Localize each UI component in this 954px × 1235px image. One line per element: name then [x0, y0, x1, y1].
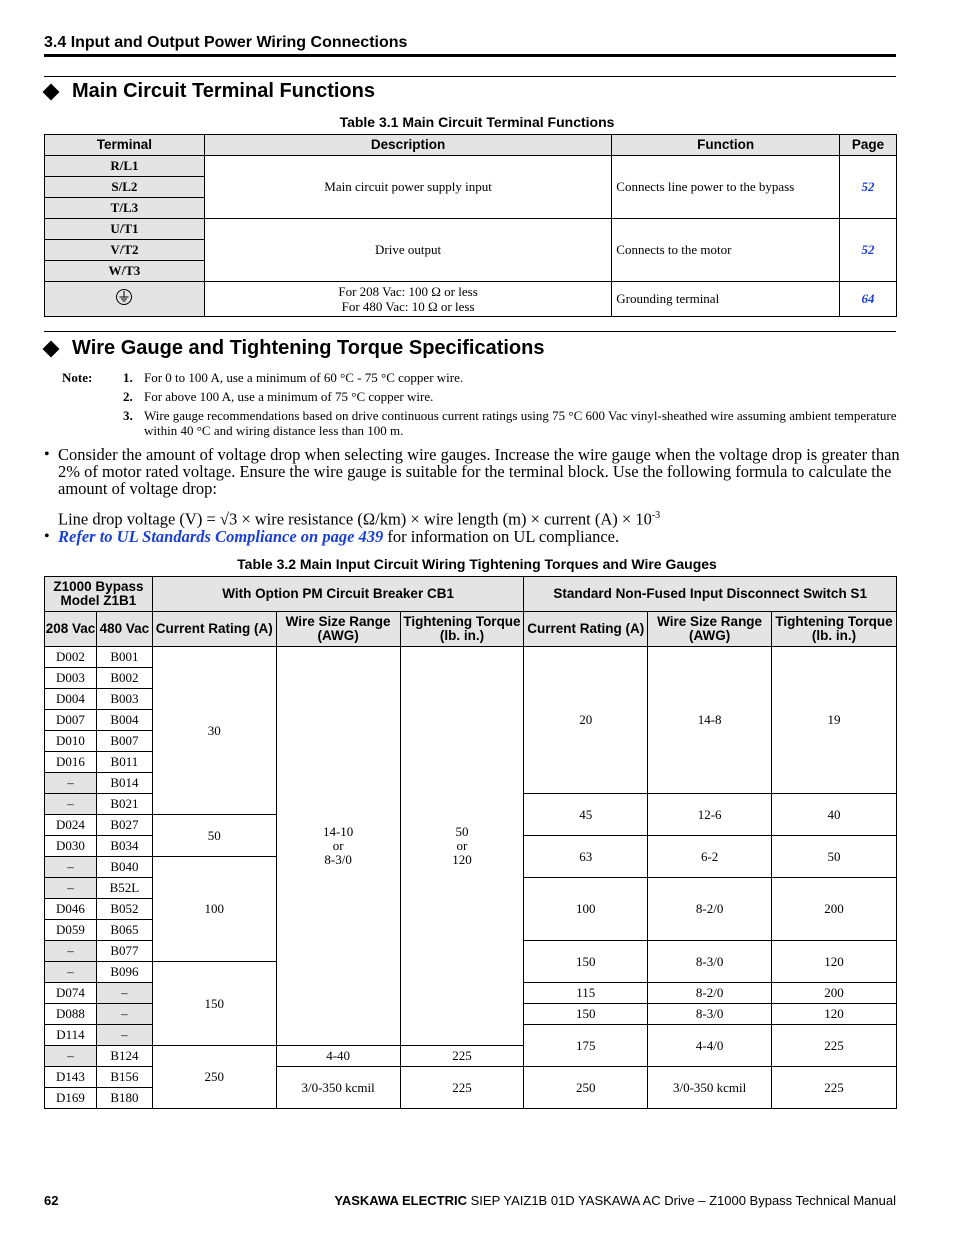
divider [44, 76, 896, 77]
model-480: B007 [96, 731, 152, 752]
pm-wire: 4-40 [276, 1046, 400, 1067]
s1-current: 20 [524, 647, 648, 794]
model-208: D007 [45, 710, 97, 731]
note-number: 1. [123, 370, 133, 385]
section-heading: Main Circuit Terminal Functions [72, 80, 375, 102]
section-heading: Wire Gauge and Tightening Torque Specifications [72, 337, 545, 359]
description-cell: Drive output [204, 219, 611, 282]
s1-torque: 120 [772, 941, 897, 983]
bullet: • [44, 528, 50, 545]
model-480: B52L [96, 878, 152, 899]
model-208: D059 [45, 920, 97, 941]
paragraph: Refer to UL Standards Compliance on page 439 for information on UL compliance. [58, 527, 620, 546]
terminal-cell: V/T2 [45, 240, 205, 261]
pm-wire: 14-10 or 8-3/0 [276, 647, 400, 1046]
s1-torque: 19 [772, 647, 897, 794]
s1-current: 45 [524, 794, 648, 836]
model-208: D030 [45, 836, 97, 857]
model-208: – [45, 794, 97, 815]
s1-wire: 8-2/0 [648, 878, 772, 941]
terminal-cell: U/T1 [45, 219, 205, 240]
s1-current: 150 [524, 941, 648, 983]
s1-torque: 40 [772, 794, 897, 836]
s1-current: 115 [524, 983, 648, 1004]
s1-wire: 3/0-350 kcmil [648, 1067, 772, 1109]
model-208: D074 [45, 983, 97, 1004]
model-480: B124 [96, 1046, 152, 1067]
s1-torque: 225 [772, 1025, 897, 1067]
col-header: Current Rating (A) [152, 612, 276, 647]
s1-current: 150 [524, 1004, 648, 1025]
s1-current: 175 [524, 1025, 648, 1067]
formula: Line drop voltage (V) = √3 × wire resistance (Ω/km) × wire length (m) × current $(A) \times 10^{-3}$ [58, 509, 661, 529]
paragraph: Consider the amount of voltage drop when selecting wire gauges. Increase the wire gauge when the voltage drop is greater than 2% of motor rated voltage. Ensure the wire gauge is suitable for the terminal block. Use the following formula to calculate the amount of voltage drop: [58, 445, 900, 498]
terminal-cell: R/L1 [45, 156, 205, 177]
model-480: B004 [96, 710, 152, 731]
note-number: 2. [123, 389, 133, 404]
col-header: Current Rating (A) [524, 612, 648, 647]
model-208: D046 [45, 899, 97, 920]
model-480: B021 [96, 794, 152, 815]
note-label: Note: [62, 370, 93, 385]
table-caption: Table 3.1 Main Circuit Terminal Functions [339, 114, 615, 130]
model-208: D114 [45, 1025, 97, 1046]
footer-title: YASKAWA ELECTRIC SIEP YAIZ1B 01D YASKAWA AC Drive – Z1000 Bypass Technical Manual [334, 1193, 896, 1208]
col-header: Function [612, 135, 840, 156]
model-480: – [96, 1025, 152, 1046]
terminal-table [44, 134, 897, 317]
pm-torque: 225 [400, 1067, 524, 1109]
section-header: 3.4 Input and Output Power Wiring Connections [44, 34, 408, 51]
model-208: D003 [45, 668, 97, 689]
model-480: B027 [96, 815, 152, 836]
model-208: – [45, 1046, 97, 1067]
page-link[interactable]: 52 [840, 156, 897, 219]
pm-current: 50 [152, 815, 276, 857]
s1-current: 63 [524, 836, 648, 878]
s1-torque: 200 [772, 878, 897, 941]
model-208: D010 [45, 731, 97, 752]
page-link[interactable]: 52 [840, 219, 897, 282]
col-header: Wire Size Range (AWG) [648, 612, 772, 647]
s1-wire: 8-3/0 [648, 941, 772, 983]
pm-torque: 225 [400, 1046, 524, 1067]
terminal-cell: W/T3 [45, 261, 205, 282]
model-480: B096 [96, 962, 152, 983]
model-480: – [96, 983, 152, 1004]
note-text: For 0 to 100 A, use a minimum of 60 °C - 75 °C copper wire. [144, 370, 464, 385]
description-cell: For 208 Vac: 100 Ω or less For 480 Vac: 10 Ω or less [204, 282, 611, 317]
wire-gauge-table [44, 576, 897, 1109]
model-480: B156 [96, 1067, 152, 1088]
terminal-cell: S/L2 [45, 177, 205, 198]
pm-wire: 3/0-350 kcmil [276, 1067, 400, 1109]
page-number: 62 [44, 1193, 59, 1208]
pm-current: 150 [152, 962, 276, 1046]
model-480: B034 [96, 836, 152, 857]
model-480: B065 [96, 920, 152, 941]
s1-wire: 14-8 [648, 647, 772, 794]
model-208: D024 [45, 815, 97, 836]
s1-wire: 8-2/0 [648, 983, 772, 1004]
note-text: For above 100 A, use a minimum of 75 °C copper wire. [144, 389, 434, 404]
s1-torque: 225 [772, 1067, 897, 1109]
model-208: – [45, 878, 97, 899]
col-header: Tightening Torque (lb. in.) [400, 612, 524, 647]
pm-current: 100 [152, 857, 276, 962]
model-208: D088 [45, 1004, 97, 1025]
model-208: – [45, 941, 97, 962]
table-caption: Table 3.2 Main Input Circuit Wiring Tightening Torques and Wire Gauges [237, 556, 717, 572]
function-cell: Connects line power to the bypass [612, 156, 840, 219]
function-cell: Connects to the motor [612, 219, 840, 282]
page-link[interactable]: 64 [840, 282, 897, 317]
col-header: 208 Vac [45, 612, 97, 647]
description-cell: Main circuit power supply input [204, 156, 611, 219]
col-header: Standard Non-Fused Input Disconnect Switch S1 [524, 577, 897, 612]
model-480: B011 [96, 752, 152, 773]
note-number: 3. [123, 408, 133, 423]
col-header: 480 Vac [96, 612, 152, 647]
col-header: Tightening Torque (lb. in.) [772, 612, 897, 647]
model-208: D016 [45, 752, 97, 773]
model-208: D143 [45, 1067, 97, 1088]
model-208: – [45, 962, 97, 983]
model-480: B180 [96, 1088, 152, 1109]
s1-current: 250 [524, 1067, 648, 1109]
model-208: D004 [45, 689, 97, 710]
terminal-cell: T/L3 [45, 198, 205, 219]
s1-torque: 50 [772, 836, 897, 878]
ul-compliance-link[interactable]: Refer to UL Standards Compliance on page 439 [58, 527, 384, 546]
pm-current: 30 [152, 647, 276, 815]
model-480: B052 [96, 899, 152, 920]
pm-current: 250 [152, 1046, 276, 1109]
model-480: B002 [96, 668, 152, 689]
s1-wire: 6-2 [648, 836, 772, 878]
s1-wire: 4-4/0 [648, 1025, 772, 1067]
model-480: B003 [96, 689, 152, 710]
col-header: Terminal [45, 135, 205, 156]
model-208: – [45, 773, 97, 794]
s1-torque: 200 [772, 983, 897, 1004]
col-header: Page [840, 135, 897, 156]
diamond-icon [43, 84, 60, 101]
s1-current: 100 [524, 878, 648, 941]
model-208: D002 [45, 647, 97, 668]
model-208: D169 [45, 1088, 97, 1109]
col-header: Z1000 Bypass Model Z1B1 [45, 577, 153, 612]
model-208: – [45, 857, 97, 878]
bullet: • [44, 446, 50, 463]
pm-torque: 50 or 120 [400, 647, 524, 1046]
model-480: B014 [96, 773, 152, 794]
function-cell: Grounding terminal [612, 282, 840, 317]
s1-wire: 12-6 [648, 794, 772, 836]
model-480: B077 [96, 941, 152, 962]
s1-torque: 120 [772, 1004, 897, 1025]
col-header: Description [204, 135, 611, 156]
model-480: – [96, 1004, 152, 1025]
col-header: Wire Size Range (AWG) [276, 612, 400, 647]
s1-wire: 8-3/0 [648, 1004, 772, 1025]
note-text: Wire gauge recommendations based on drive continuous current ratings using 75 °C 600 Vac vinyl-sheathed wire assuming ambient temperature within 40 °C and wiring distance less than 100 m. [144, 408, 897, 438]
divider [44, 331, 896, 332]
header-rule [44, 54, 896, 57]
col-header: With Option PM Circuit Breaker CB1 [152, 577, 524, 612]
diamond-icon [43, 341, 60, 358]
ground-icon [45, 282, 205, 317]
model-480: B001 [96, 647, 152, 668]
model-480: B040 [96, 857, 152, 878]
